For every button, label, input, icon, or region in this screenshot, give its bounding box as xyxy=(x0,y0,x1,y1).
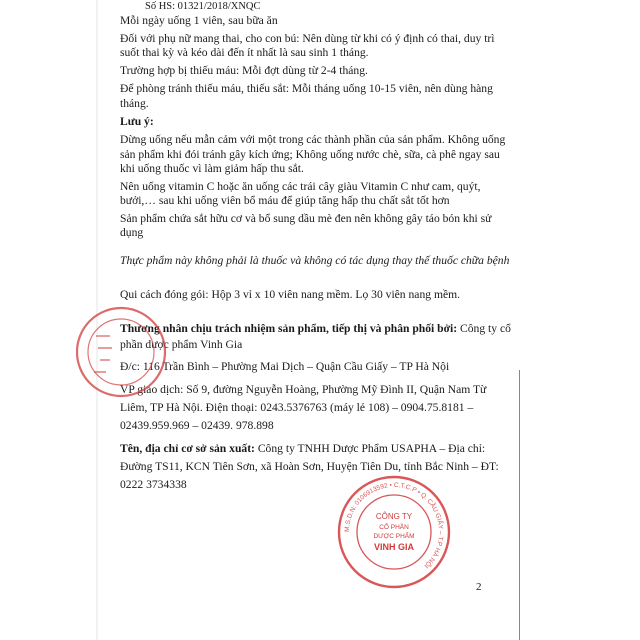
seal-text-2: CỔ PHẦN xyxy=(379,524,409,531)
partial-stamp-left xyxy=(76,300,166,405)
note-line-7: dụng xyxy=(120,226,144,239)
manufacturer-line-2: Đường TS11, KCN Tiên Sơn, xã Hoàn Sơn, Huyện Tiên Du, tỉnh Bắc Ninh – ĐT: xyxy=(120,460,499,473)
note-line-2: sản phẩm khi đói tránh gây kích ứng; Không uống nước chè, sữa, cà phê ngay sau xyxy=(120,148,500,161)
office-line-3: 02439.959.969 – 02439. 978.898 xyxy=(120,419,274,432)
trader-name-2: phần dược phẩm Vinh Gia xyxy=(120,338,243,351)
page-number: 2 xyxy=(476,581,482,593)
company-seal xyxy=(336,474,452,590)
registration-number: Số HS: 01321/2018/XNQC xyxy=(145,1,261,12)
trader-line-1 xyxy=(120,322,511,335)
seal-text-4: VINH GIA xyxy=(373,542,415,552)
note-line-1: Dừng uống nếu mẫn cảm với một trong các thành phần của sản phẩm. Không uống xyxy=(120,133,506,146)
trader-name-1: Công ty cổ xyxy=(457,322,511,335)
dosage-line-2: Đối với phụ nữ mang thai, cho con bú: Nên dùng từ khi có ý định có thai, duy trì xyxy=(120,32,495,45)
manufacturer-label: Tên, địa chỉ cơ sở sản xuất: xyxy=(120,442,255,455)
office-line-1: VP giao dịch: Số 9, đường Nguyễn Hoàng, Phường Mỹ Đình II, Quận Nam Từ xyxy=(120,383,487,396)
note-line-4: Nên uống vitamin C hoặc ăn uống các trái cây giàu Vitamin C như cam, quýt, xyxy=(120,180,481,193)
note-line-5: bưởi,… sau khi uống viên bổ máu để giúp tăng hấp thu chất sắt tốt hơn xyxy=(120,194,450,207)
dosage-line-3: suốt thai kỳ và kéo dài đến ít nhất là sau sinh 1 tháng. xyxy=(120,46,369,59)
packing-info: Qui cách đóng gói: Hộp 3 vỉ x 10 viên nang mềm. Lọ 30 viên nang mềm. xyxy=(120,288,461,301)
note-title: Lưu ý: xyxy=(120,115,154,128)
trader-label: Thương nhân chịu trách nhiệm sản phẩm, tiếp thị và phân phối bởi: xyxy=(120,322,458,335)
seal-text-3: DƯỢC PHẨM xyxy=(373,533,415,540)
dosage-line-4: Trường hợp bị thiếu máu: Mỗi đợt dùng từ 2-4 tháng. xyxy=(120,64,368,77)
office-line-2: Liêm, TP Hà Nội. Điện thoại: 0243.5376763 (máy lẻ 108) – 0904.75.8181 – xyxy=(120,401,474,414)
disclaimer: Thực phẩm này không phải là thuốc và không có tác dụng thay thế thuốc chữa bệnh xyxy=(120,254,510,267)
dosage-line-6: tháng. xyxy=(120,97,149,110)
manufacturer-line-3: 0222 3734338 xyxy=(120,478,187,491)
dosage-line-5: Để phòng tránh thiếu máu, thiếu sắt: Mỗi tháng uống 10-15 viên, nên dùng hàng xyxy=(120,82,493,95)
manufacturer-line-1 xyxy=(120,442,485,455)
seal-ring-text: M.S.D.N: 0106913592 • C.T.C.P • Q. CẦU GIẤY – T.P HÀ NỘI xyxy=(343,481,445,570)
dosage-line-1: Mỗi ngày uống 1 viên, sau bữa ăn xyxy=(120,14,278,27)
trader-address: Đ/c: 116 Trần Bình – Phường Mai Dịch – Quận Cầu Giấy – TP Hà Nội xyxy=(120,360,450,373)
page-fold-line xyxy=(519,370,520,640)
seal-text-1: CÔNG TY xyxy=(375,512,413,521)
note-line-6: Sản phẩm chứa sắt hữu cơ và bổ sung dầu mè đen nên không gây táo bón khi sử xyxy=(120,212,492,225)
note-line-3: khi uống thuốc vì làm giảm hấp thu sắt. xyxy=(120,162,304,175)
manufacturer-name: Công ty TNHH Dược Phẩm USAPHA – Địa chỉ: xyxy=(254,442,486,455)
